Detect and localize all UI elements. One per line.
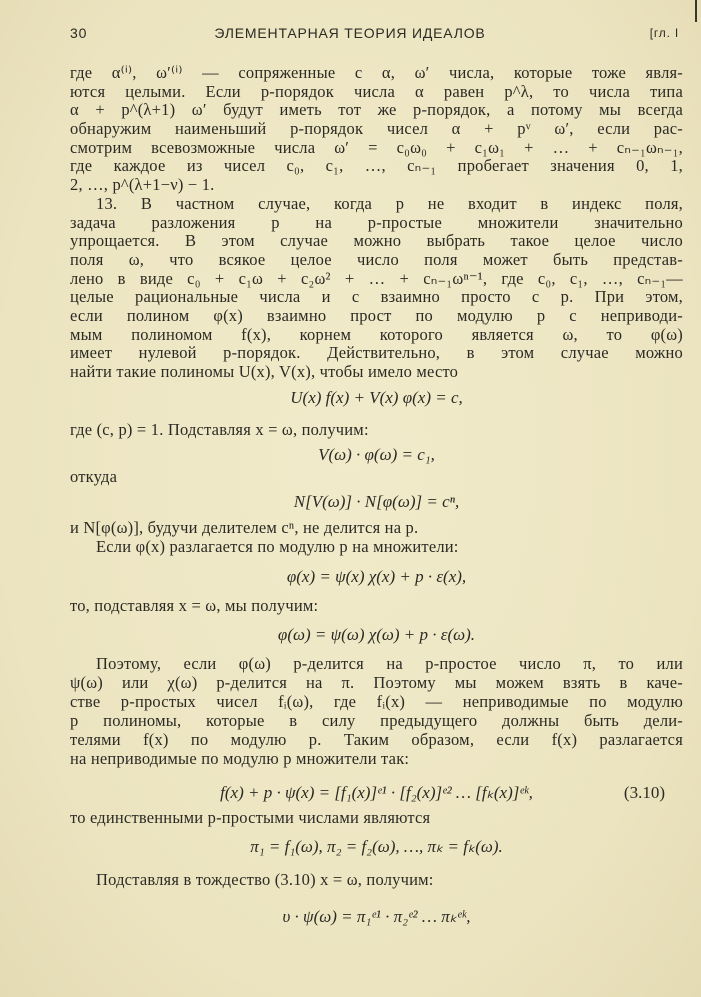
formula-3-10 [70, 782, 683, 804]
text-line: имеет нулевой p-порядок. Действительно, в этом случае можно [70, 343, 683, 362]
chapter-marker: [гл. I [649, 26, 679, 40]
text-line: 2, …, p^(λ+1−ν) − 1. [70, 175, 215, 194]
formula: φ(ω) = ψ(ω) χ(ω) + p · ε(ω). [277, 625, 476, 644]
formula: φ(x) = ψ(x) χ(x) + p · ε(x), [286, 567, 467, 586]
formula: υ · ψ(ω) = π₁ᵉ¹ · π₂ᵉ² … πₖᵉᵏ, [282, 907, 471, 926]
text-line: где (c, p) = 1. Подставляя x = ω, получим: [70, 420, 369, 439]
formula: V(ω) · φ(ω) = c₁, [318, 445, 435, 464]
text-line: если полином φ(x) взаимно прост по модулю p с неприводи- [70, 306, 683, 325]
text-line: мым полиномом f(x), корнем которого является ω, то φ(ω) [70, 325, 683, 344]
text-line: на неприводимые по модулю p множители так: [70, 749, 410, 768]
text-line: то, подставляя x = ω, мы получим: [70, 596, 319, 615]
text-line: задача разложения p на p-простые множители значительно [70, 213, 683, 232]
text-line: Поэтому, если φ(ω) p-делится на p-простое число π, то или [96, 654, 683, 673]
paragraph-13-start: 13. В частном случае, когда p не входит в индекс поля, [96, 194, 683, 213]
formula: π₁ = f₁(ω), π₂ = f₂(ω), …, πₖ = fₖ(ω). [250, 837, 503, 856]
text-line: Подставляя в тождество (3.10) x = ω, получим: [96, 870, 434, 889]
text-line: откуда [70, 467, 118, 486]
text-line: ются целыми. Если p-порядок числа α равен p^λ, то числа типа [70, 82, 683, 101]
text-line: p полиномы, которые в силу предыдущего должны быть дели- [70, 711, 683, 730]
text-line: α + p^(λ+1) ω′ будут иметь тот же p-порядок, а потому мы всегда [70, 100, 683, 119]
text-line: Если φ(x) разлагается по модулю p на множители: [96, 537, 459, 556]
running-title: ЭЛЕМЕНТАРНАЯ ТЕОРИЯ ИДЕАЛОВ [214, 25, 486, 41]
formula-3-10-body: f(x) + p · ψ(x) = [f₁(x)]ᵉ¹ · [f₂(x)]ᵉ² … [fₖ(x)]ᵉᵏ, [220, 783, 533, 802]
formula: U(x) f(x) + V(x) φ(x) = c, [290, 388, 463, 407]
text-line: где α⁽ⁱ⁾, ω′⁽ⁱ⁾ — сопряженные с α, ω′ числа, которые тоже явля- [70, 63, 683, 82]
text-line: целые рациональные числа и c взаимно просто с p. При этом, [70, 287, 683, 306]
text-line: стве p-простых чисел fᵢ(ω), где fᵢ(x) — неприводимые по модулю [70, 692, 683, 711]
page-number: 30 [70, 25, 88, 41]
text-line: обнаружим наименьший p-порядок чисел α + pᵛ ω′, если рас- [70, 119, 683, 138]
text-line: упрощается. В этом случае можно выбрать такое целое число [70, 231, 683, 250]
text-line: ψ(ω) или χ(ω) p-делится на π. Поэтому мы можем взять в каче- [70, 673, 683, 692]
text-line: найти такие полиномы U(x), V(x), чтобы имело место [70, 362, 459, 381]
text-line: смотрим всевозможные числа ω′ = c₀ω₀ + c₁ω₁ + … + cₙ₋₁ωₙ₋₁, [70, 138, 683, 157]
text-line: где каждое из чисел c₀, c₁, …, cₙ₋₁ пробегает значения 0, 1, [70, 156, 683, 175]
text-line: лено в виде c₀ + c₁ω + c₂ω² + … + cₙ₋₁ωⁿ⁻¹, где c₀, c₁, …, cₙ₋₁— [70, 269, 683, 288]
formula: N[V(ω)] · N[φ(ω)] = cⁿ, [293, 492, 460, 511]
text-line: то единственными p-простыми числами являются [70, 808, 431, 827]
equation-number: (3.10) [623, 783, 665, 802]
text-line: и N[φ(ω)], будучи делителем cⁿ, не делится на p. [70, 518, 419, 537]
text-line: телями f(x) по модулю p. Таким образом, если f(x) разлагается [70, 730, 683, 749]
page-edge-mark [695, 0, 697, 22]
text-line: поля ω, что всякое целое число поля может быть представ- [70, 250, 683, 269]
